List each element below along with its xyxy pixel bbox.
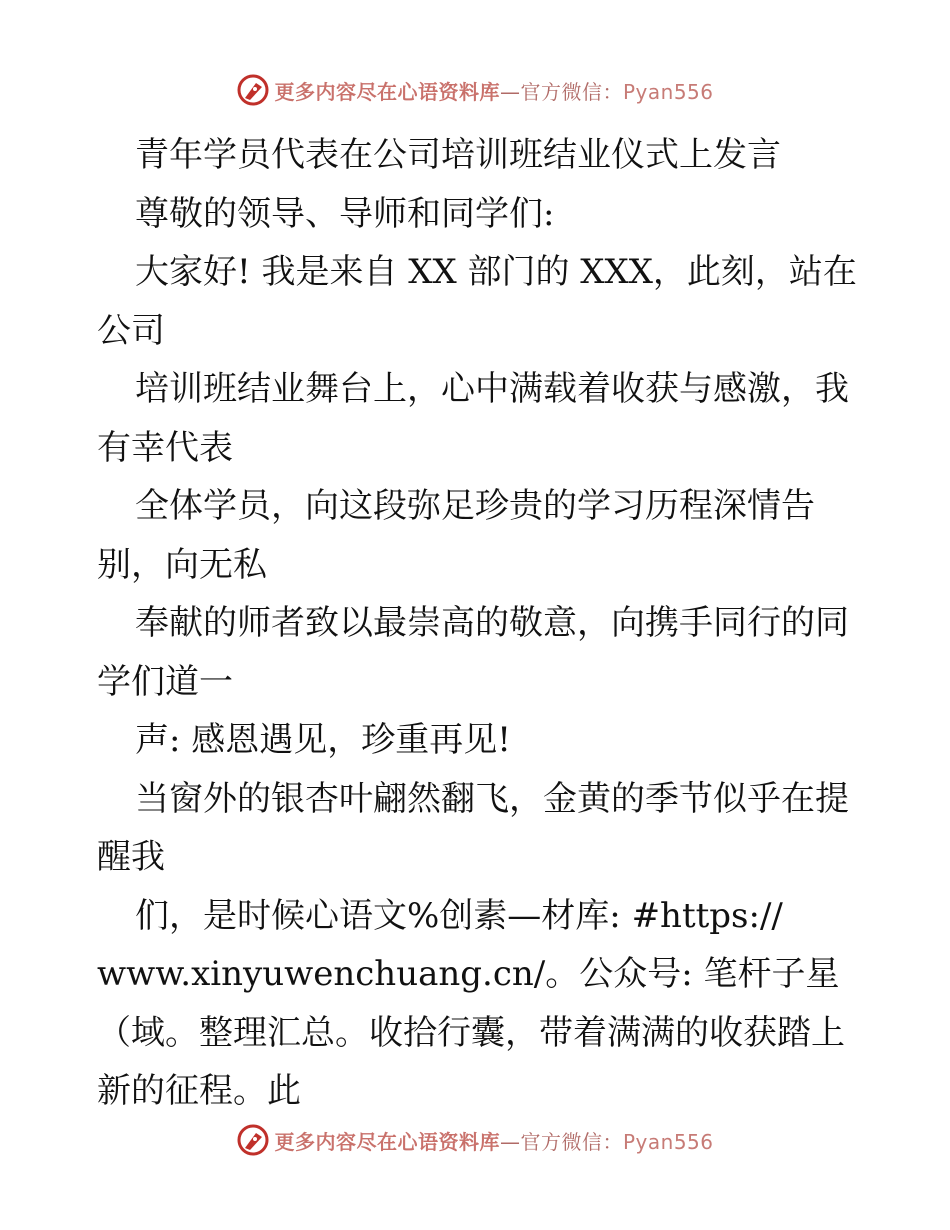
document-line: 学们道一 (97, 661, 233, 702)
banner-text (274, 76, 713, 105)
document-line: 当窗外的银杏叶翩然翻飞，金黄的季节似乎在提 (135, 778, 849, 819)
banner-site-name: 更多内容尽在心语资料库 (274, 79, 500, 104)
document-line: 醒我 (97, 837, 165, 877)
banner-text (274, 1126, 713, 1155)
document-line: 新的征程。此 (97, 1071, 301, 1111)
document-line: （域。整理汇总。收拾行囊，带着满满的收获踏上 (97, 1012, 845, 1053)
banner-wechat-label: —官方微信： (499, 79, 623, 104)
banner-wechat-id: Pyan556 (622, 1129, 714, 1154)
document-line: 全体学员，向这段弥足珍贵的学习历程深情告 (135, 486, 815, 526)
document-line: 大家好! 我是来自 XX 部门的 XXX，此刻，站在 (135, 252, 857, 292)
document-line: 尊敬的领导、导师和同学们: (135, 193, 555, 234)
document-line: www.xinyuwenchuang.cn/。公众号: 笔杆子星 (97, 954, 840, 994)
document-line: 培训班结业舞台上，心中满载着收获与感激，我 (135, 369, 849, 409)
document-line: 公司 (97, 310, 165, 351)
document-line: 有幸代表 (97, 427, 233, 468)
document-line: 声: 感恩遇见，珍重再见! (135, 720, 511, 760)
banner-wechat-label: —官方微信： (499, 1129, 623, 1154)
pen-nib-logo-icon (236, 1123, 270, 1157)
pen-nib-logo-icon (236, 73, 270, 107)
header-banner (0, 70, 950, 110)
banner-wechat-id: Pyan556 (622, 79, 714, 104)
document-line: 们，是时候心语文%创素—材库: #https:// (135, 895, 783, 936)
document-line: 青年学员代表在公司培训班结业仪式上发言 (135, 135, 781, 175)
footer-banner (0, 1120, 950, 1160)
document-line: 奉献的师者致以最崇高的敬意，向携手同行的同 (135, 603, 849, 643)
banner-site-name: 更多内容尽在心语资料库 (274, 1129, 500, 1154)
document-body (97, 126, 857, 1121)
document-line: 别，向无私 (97, 544, 267, 585)
